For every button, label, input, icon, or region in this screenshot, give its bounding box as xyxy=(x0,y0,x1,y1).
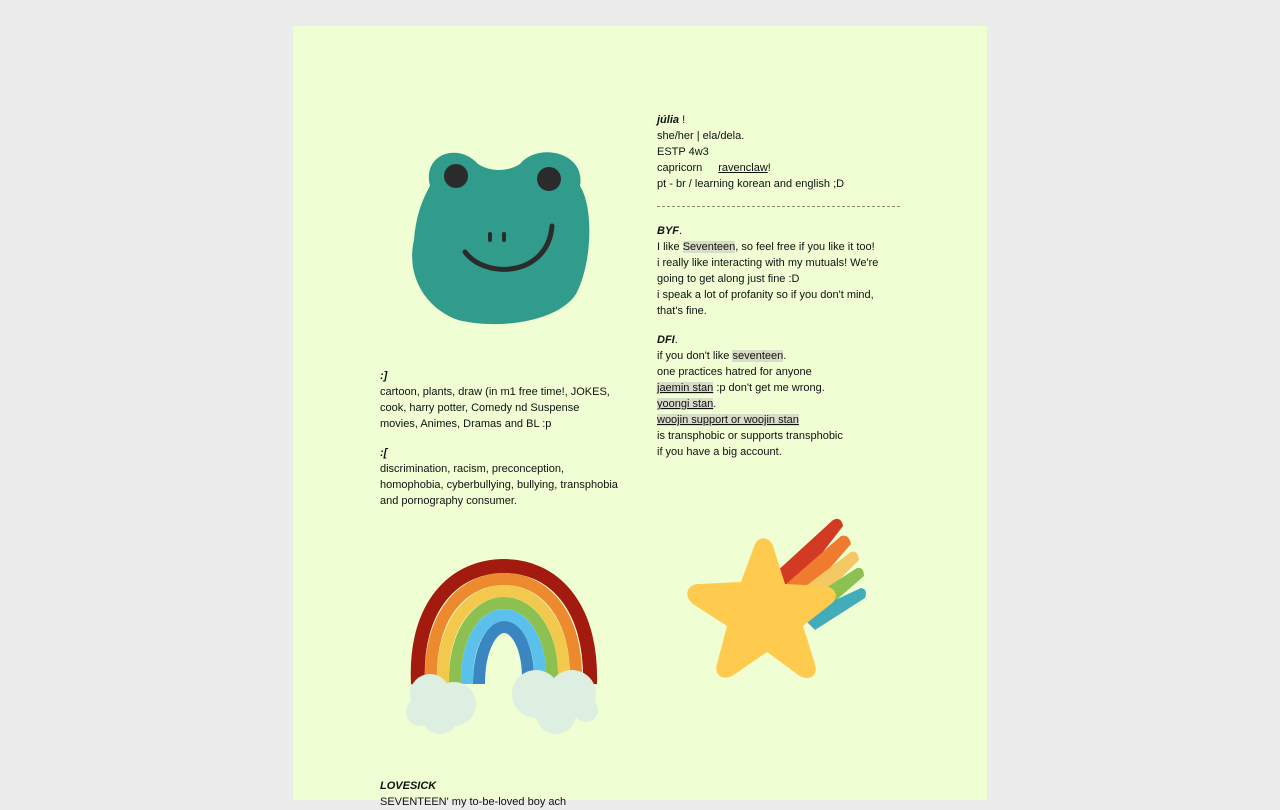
sign-line xyxy=(657,160,902,176)
highlight-seventeen: Seventeen xyxy=(682,241,736,253)
byf-heading: BYF xyxy=(657,225,679,237)
byf-text: I like xyxy=(657,241,683,253)
languages: pt - br / learning korean and english ;D xyxy=(657,178,845,190)
profile-name-suffix: ! xyxy=(679,114,686,126)
section-divider xyxy=(657,206,900,207)
woojin-link[interactable]: woojin support or woojin stan xyxy=(657,414,799,426)
byf-heading-line xyxy=(657,223,902,239)
dfi-line-2: one practices hatred for anyone xyxy=(657,366,812,378)
dfi-line-7: if you have a big account. xyxy=(657,446,782,458)
lovesick-heading: LOVESICK xyxy=(380,780,437,792)
dfi-heading: DFI xyxy=(657,334,675,346)
dfi-line-3 xyxy=(657,380,902,396)
dfi-line-4 xyxy=(657,396,902,412)
frog-face-icon xyxy=(408,144,592,326)
shooting-star-icon xyxy=(683,514,869,704)
jaemin-stan-link[interactable]: jaemin stan xyxy=(657,382,714,394)
likes-text: cartoon, plants, draw (in m1 free time!, JOKES, cook, harry potter, Comedy nd Suspense movies, Animes, Dramas and BL :p xyxy=(380,386,610,430)
dfi-heading-suffix: . xyxy=(674,334,678,346)
byf-text: , so feel free if you like it too! xyxy=(735,241,875,253)
profile-name: júlia xyxy=(657,114,680,126)
dfi-line-5 xyxy=(657,412,902,428)
profile-card xyxy=(293,26,987,808)
personality-type: ESTP 4w3 xyxy=(657,146,709,158)
pronouns: she/her | ela/dela. xyxy=(657,130,745,142)
dfi-text: :p don't get me wrong. xyxy=(713,382,825,394)
highlight-seventeen: seventeen xyxy=(732,350,784,362)
dfi-text: if you don't like xyxy=(657,350,733,362)
dfi-text: . xyxy=(783,350,787,362)
rainbow-icon xyxy=(406,564,602,734)
profile-name-line xyxy=(657,112,902,128)
yoongi-stan-link[interactable]: yoongi stan xyxy=(657,398,714,410)
dislikes-heading: :[ xyxy=(380,447,388,459)
byf-line-2: i really like interacting with my mutuals! We're going to get along just fine :D xyxy=(657,257,879,285)
dfi-line-6: is transphobic or supports transphobic xyxy=(657,430,843,442)
byf-heading-suffix: . xyxy=(679,225,683,237)
house-suffix: ! xyxy=(767,162,771,174)
zodiac-sign: capricorn xyxy=(657,162,703,174)
lovesick-text: SEVENTEEN' my to-be-loved boy ach xyxy=(380,796,567,808)
dfi-line-1 xyxy=(657,348,902,364)
byf-line-3: i speak a lot of profanity so if you don't mind, that's fine. xyxy=(657,289,874,317)
likes-heading: :] xyxy=(380,370,388,382)
house-link[interactable]: ravenclaw xyxy=(718,162,768,174)
dfi-text: . xyxy=(713,398,717,410)
dfi-heading-line xyxy=(657,332,902,348)
dislikes-text: discrimination, racism, preconception, homophobia, cyberbullying, bullying, transphobia and pornography consumer. xyxy=(380,463,618,507)
byf-line-1 xyxy=(657,239,902,255)
